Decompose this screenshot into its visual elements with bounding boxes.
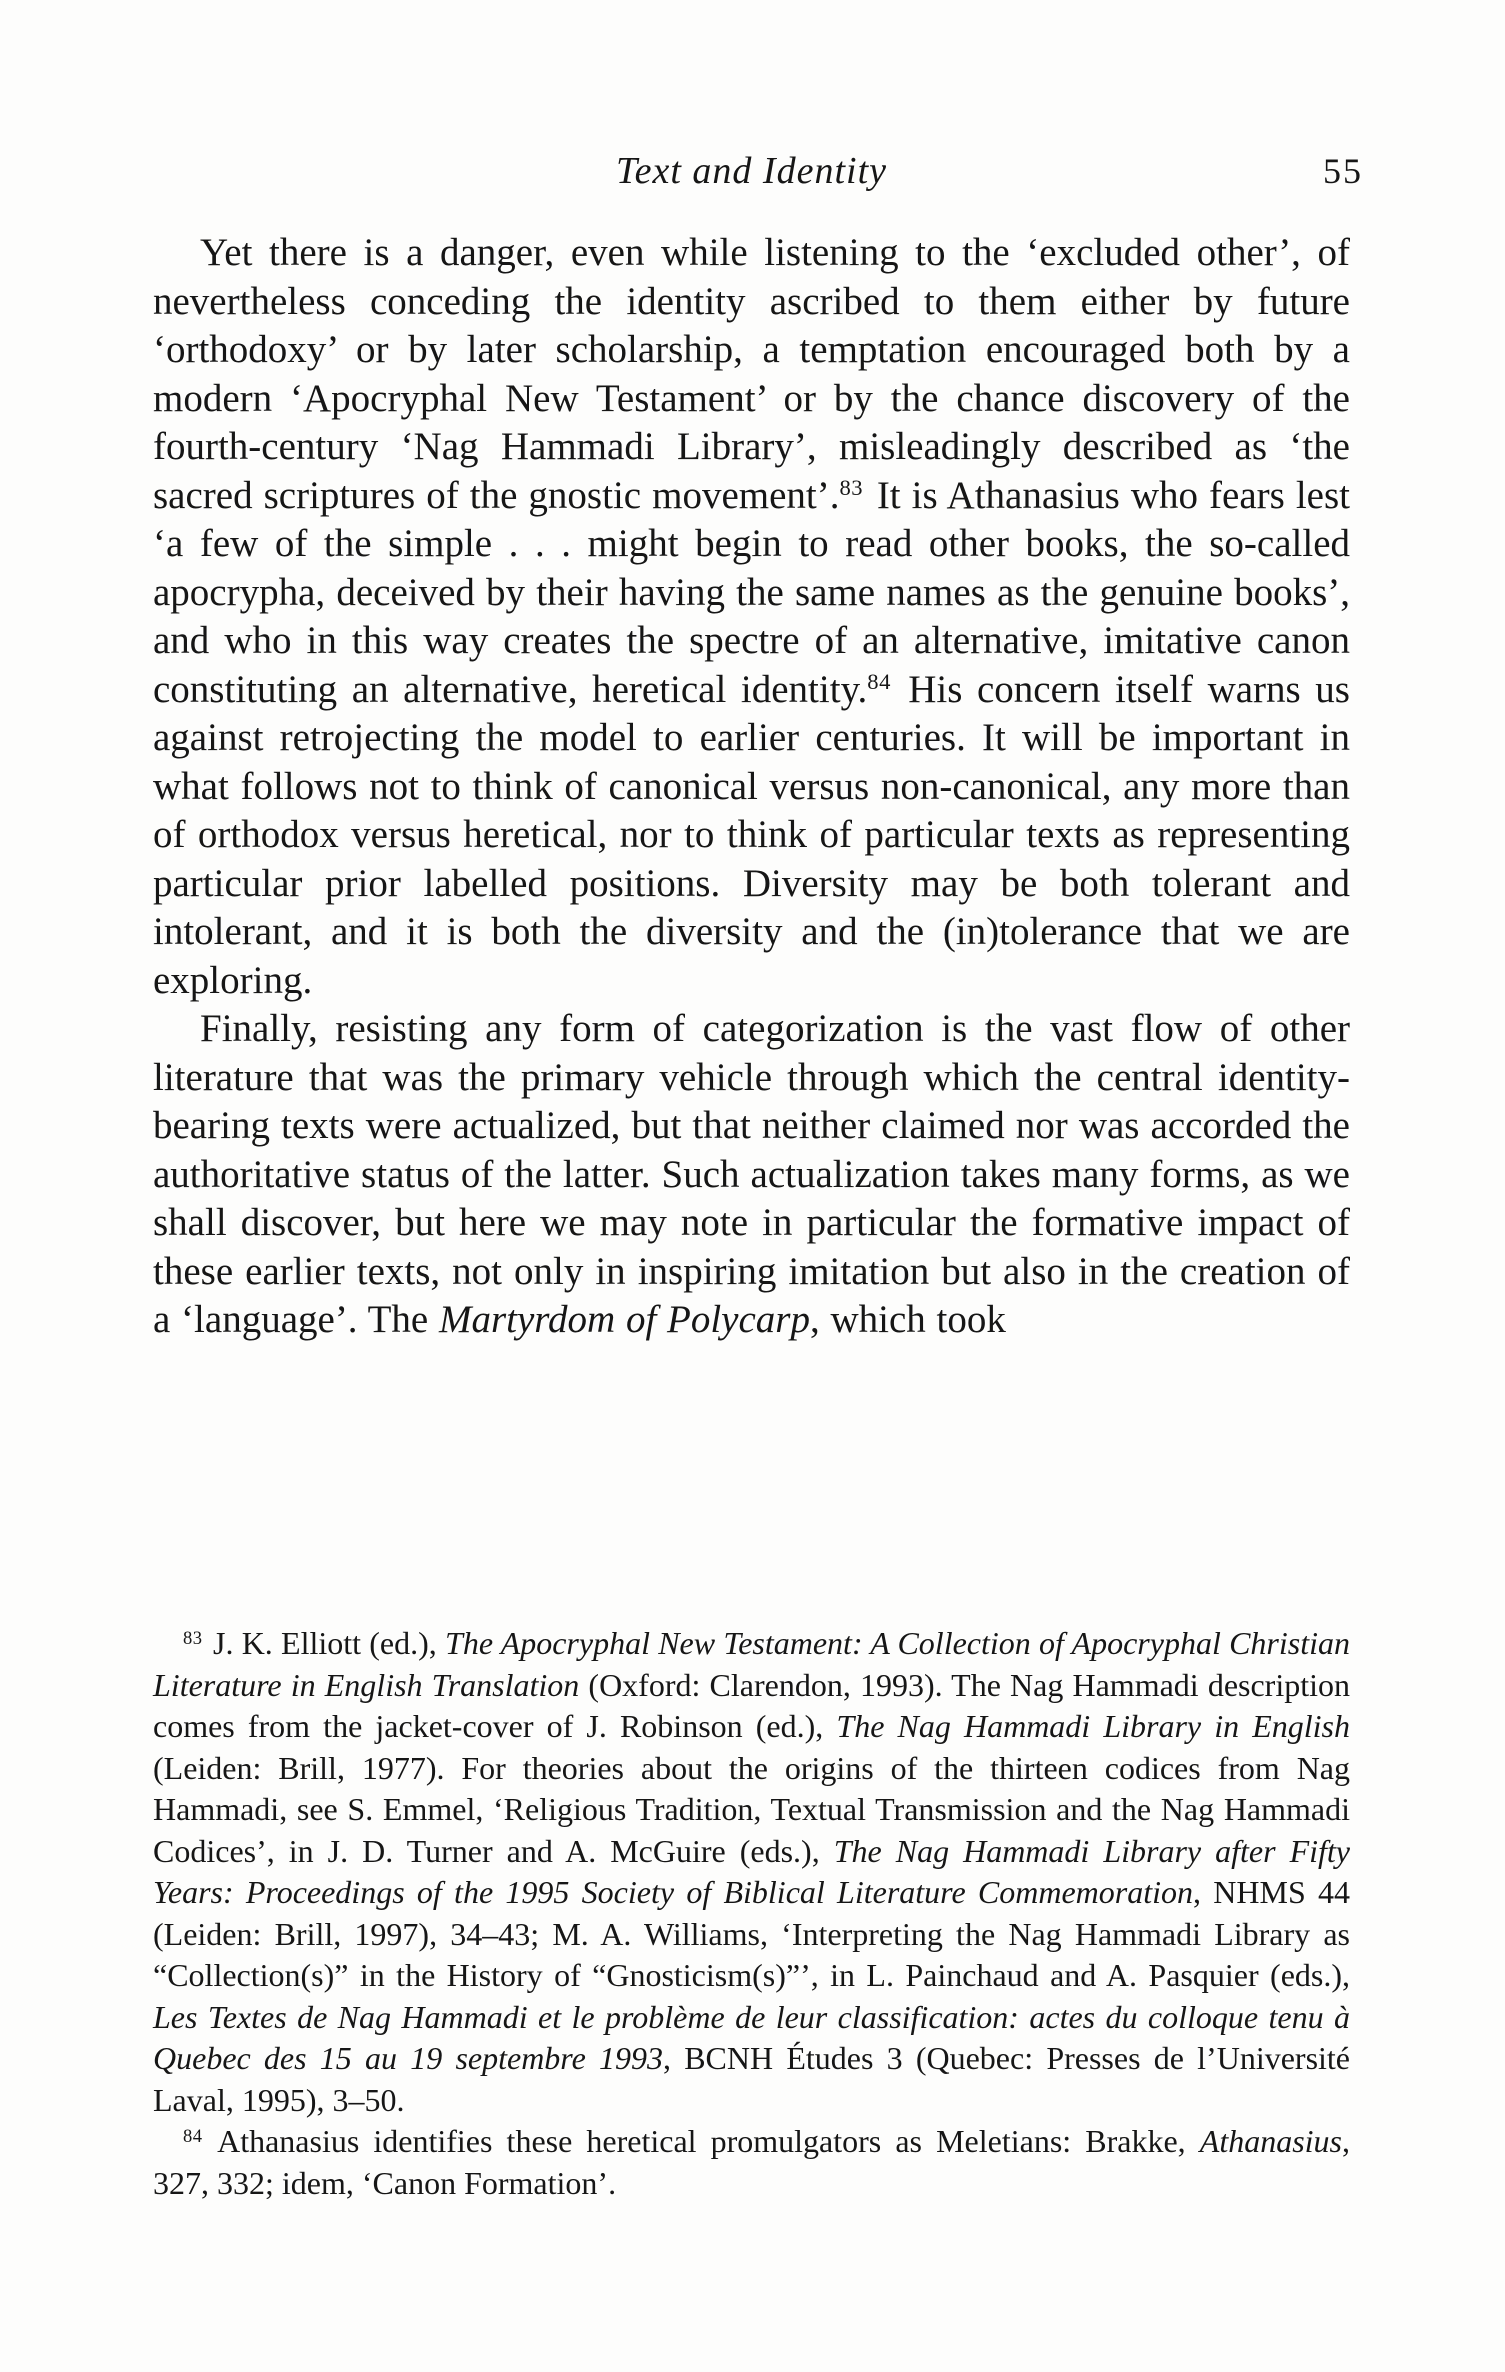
italic-text-run: Athanasius: [1199, 2123, 1342, 2159]
text-run: (Leiden: Brill, 1977). For theories about the origins of the thirteen codices from Nag Hammadi, see S. Emmel, ‘Religious Tradition, Textual Transmission and the Nag Hammadi Codices’, in J. D. Turner and A. McGuire (eds.),: [153, 1749, 1350, 1869]
italic-text-run: Les Textes de Nag Hammadi et le problème de leur classification: actes du colloque tenu à Quebec des 15 au 19 septembre 1993: [153, 1998, 1350, 2076]
italic-text-run: Martyrdom of Polycarp: [438, 1298, 810, 1341]
footnote-marker: 83: [839, 475, 864, 501]
italic-text-run: The Apocryphal New Testament: A Collection of Apocryphal Christian Literature in English Translation: [153, 1625, 1350, 1703]
text-run: , which took: [809, 1298, 1006, 1341]
footnote-84: [153, 2121, 1350, 2204]
footnote-marker: 84: [867, 669, 891, 695]
footnote-marker: 84: [183, 2125, 203, 2147]
running-head-title: Text and Identity: [616, 150, 887, 192]
text-run: Athanasius identifies these heretical promulgators as Meletians: Brakke,: [204, 2123, 1200, 2159]
paragraph-1: [153, 229, 1350, 1005]
text-run: , 327, 332; idem, ‘Canon Formation’.: [153, 2123, 1350, 2201]
text-run: , NHMS 44 (Leiden: Brill, 1997), 34–43; M. A. Williams, ‘Interpreting the Nag Hammadi Library as “Collection(s)” in the History of “Gnosticism(s)”’, in L. Painchaud and A. Pasquier (eds.),: [153, 1874, 1351, 1993]
italic-text-run: The Nag Hammadi Library in English: [836, 1708, 1351, 1744]
body-text: [153, 229, 1350, 1345]
text-run: , BCNH Études 3 (Quebec: Presses de l’Université Laval, 1995), 3–50.: [153, 2040, 1351, 2118]
text-run: His concern itself warns us against retrojecting the model to earlier centuries. It will be important in what follows not to think of canonical versus non-canonical, any more than of orthodox versus heretical, nor to think of particular texts as representing particular prior labelled positions. Diversity may be both tolerant and intolerant, and it is both the diversity and the (in)tolerance that we are exploring.: [153, 667, 1350, 1002]
text-run: Yet there is a danger, even while listening to the ‘excluded other’, of nevertheless conceding the identity ascribed to them either by future ‘orthodoxy’ or by later scholarship, a temptation encouraged both by a modern ‘Apocryphal New Testament’ or by the chance discovery of the fourth-century ‘Nag Hammadi Library’, misleadingly described as ‘the sacred scriptures of the gnostic movement’.: [153, 231, 1350, 517]
text-run: (Oxford: Clarendon, 1993). The Nag Hammadi description comes from the jacket-cover of J. Robinson (ed.),: [153, 1666, 1351, 1744]
text-run: It is Athanasius who fears lest ‘a few of the simple . . . might begin to read other books, the so-called apocrypha, deceived by their having the same names as the genuine books’, and who in this way creates the spectre of an alternative, imitative canon constituting an alternative, heretical identity.: [153, 473, 1351, 711]
paragraph-2: [153, 1005, 1350, 1345]
footnotes-section: [153, 1623, 1350, 2204]
footnote-marker: 83: [183, 1627, 203, 1649]
footnote-83: [153, 1623, 1350, 2121]
running-head: [153, 148, 1363, 194]
text-run: J. K. Elliott (ed.),: [204, 1625, 446, 1661]
italic-text-run: The Nag Hammadi Library after Fifty Years: Proceedings of the 1995 Society of Biblical Literature Commemoration: [153, 1832, 1351, 1910]
page-number: 55: [1323, 151, 1363, 191]
text-run: Finally, resisting any form of categorization is the vast flow of other literature that was the primary vehicle through which the central identity-bearing texts were actualized, but that neither claimed nor was accorded the authoritative status of the latter. Such actualization takes many forms, as we shall discover, but here we may note in particular the formative impact of these earlier texts, not only in inspiring imitation but also in the creation of a ‘language’. The: [153, 1007, 1350, 1341]
page-content: [153, 148, 1363, 2201]
